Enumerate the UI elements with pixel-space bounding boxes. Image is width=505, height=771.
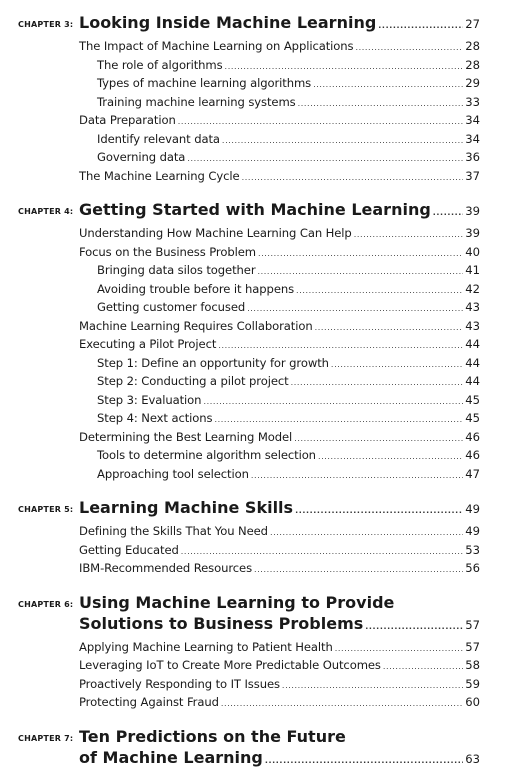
page-number: 63 bbox=[465, 751, 480, 766]
dot-leader bbox=[203, 393, 463, 411]
page-number: 42 bbox=[465, 281, 480, 296]
dot-leader bbox=[294, 430, 463, 448]
toc-entry[interactable] bbox=[79, 429, 480, 448]
entry-text: Getting customer focused bbox=[97, 300, 246, 314]
page-number: 49 bbox=[465, 524, 480, 538]
entry-text: The Machine Learning Cycle bbox=[79, 168, 240, 183]
chapter-section bbox=[0, 497, 505, 579]
chapter-body bbox=[79, 726, 480, 771]
dot-leader bbox=[291, 374, 464, 392]
page-number: 56 bbox=[465, 561, 480, 575]
entry-text: Getting Educated bbox=[79, 542, 179, 557]
entry-text: Avoiding trouble before it happens bbox=[97, 281, 295, 296]
page-number: 34 bbox=[465, 131, 480, 146]
toc-subentry[interactable] bbox=[79, 373, 480, 392]
page-number: 45 bbox=[465, 392, 480, 407]
dot-leader bbox=[331, 356, 463, 374]
toc-entry[interactable] bbox=[79, 336, 480, 355]
toc-entry[interactable] bbox=[79, 225, 480, 244]
page-number: 45 bbox=[465, 411, 480, 425]
chapter-title[interactable] bbox=[79, 726, 480, 747]
chapter-title[interactable] bbox=[79, 613, 480, 637]
toc-entry[interactable] bbox=[79, 560, 480, 579]
entry-text: Approaching tool selection bbox=[97, 466, 249, 481]
chapter-body bbox=[79, 12, 480, 186]
page-number: 57 bbox=[465, 639, 480, 654]
toc-subentry[interactable] bbox=[79, 447, 480, 466]
page-number: 34 bbox=[465, 113, 480, 127]
entry-text: Step 3: Evaluation bbox=[97, 392, 202, 407]
dot-leader bbox=[315, 319, 464, 337]
entry-text: Step 2: Conducting a pilot project bbox=[97, 374, 289, 388]
entry-text: IBM-Recommended Resources bbox=[79, 561, 253, 575]
entry-text: Training machine learning systems bbox=[97, 94, 296, 109]
chapter-title-text: Using Machine Learning to Provide bbox=[79, 592, 395, 612]
toc-entry[interactable] bbox=[79, 168, 480, 187]
chapter-label: CHAPTER 5: bbox=[18, 505, 74, 514]
chapter-title[interactable] bbox=[79, 12, 480, 36]
page-number: 57 bbox=[465, 617, 480, 632]
toc-subentry[interactable] bbox=[79, 466, 480, 485]
chapter-body bbox=[79, 592, 480, 713]
entry-text: Step 4: Next actions bbox=[97, 411, 213, 425]
toc-subentry[interactable] bbox=[79, 262, 480, 281]
page-number: 43 bbox=[465, 300, 480, 314]
entry-text: Proactively Responding to IT Issues bbox=[79, 676, 280, 691]
dot-leader bbox=[355, 39, 463, 57]
entry-text: Defining the Skills That You Need bbox=[79, 524, 268, 538]
page-number: 43 bbox=[465, 318, 480, 333]
toc-entry[interactable] bbox=[79, 112, 480, 131]
dot-leader bbox=[335, 640, 464, 658]
chapter-title-text: of Machine Learning bbox=[79, 747, 263, 767]
page-number: 59 bbox=[465, 676, 480, 691]
dot-leader bbox=[318, 448, 463, 466]
page-number: 53 bbox=[465, 542, 480, 557]
entry-text: The Impact of Machine Learning on Applications bbox=[79, 39, 354, 53]
entry-text: Step 1: Define an opportunity for growth bbox=[97, 355, 329, 370]
chapter-section bbox=[0, 592, 505, 713]
chapter-section bbox=[0, 199, 505, 484]
dot-leader bbox=[181, 543, 463, 561]
toc-subentry[interactable] bbox=[79, 299, 480, 318]
toc-subentry[interactable] bbox=[79, 355, 480, 374]
dot-leader bbox=[254, 561, 463, 579]
page-number: 39 bbox=[465, 204, 480, 218]
chapter-title[interactable] bbox=[79, 592, 480, 613]
page-number: 49 bbox=[465, 502, 480, 516]
chapter-title-text: Solutions to Business Problems bbox=[79, 613, 364, 633]
entry-text: Governing data bbox=[97, 150, 186, 164]
entry-text: Leveraging IoT to Create More Predictable Outcomes bbox=[79, 658, 381, 672]
page-number: 44 bbox=[465, 337, 480, 351]
entry-text: Protecting Against Fraud bbox=[79, 695, 219, 709]
chapter-title[interactable] bbox=[79, 199, 480, 223]
dot-leader bbox=[298, 95, 464, 113]
page-number: 27 bbox=[465, 17, 480, 31]
toc-entry[interactable] bbox=[79, 542, 480, 561]
dot-leader bbox=[214, 411, 463, 429]
page-number: 28 bbox=[465, 39, 480, 53]
chapter-label: CHAPTER 3: bbox=[18, 20, 74, 29]
page-number: 58 bbox=[465, 658, 480, 672]
page-number: 46 bbox=[465, 429, 480, 444]
entry-text: The role of algorithms bbox=[97, 57, 223, 72]
entry-text: Machine Learning Requires Collaboration bbox=[79, 318, 313, 333]
toc-subentry[interactable] bbox=[79, 392, 480, 411]
entry-text: Focus on the Business Problem bbox=[79, 244, 256, 259]
dot-leader bbox=[433, 202, 463, 223]
entry-text: Applying Machine Learning to Patient Health bbox=[79, 639, 333, 654]
chapter-title[interactable] bbox=[79, 747, 480, 771]
entry-text: Types of machine learning algorithms bbox=[97, 76, 312, 90]
dot-leader bbox=[247, 300, 463, 318]
dot-leader bbox=[295, 500, 463, 521]
dot-leader bbox=[258, 245, 463, 263]
dot-leader bbox=[354, 226, 464, 244]
chapter-label: CHAPTER 6: bbox=[18, 599, 74, 609]
dot-leader bbox=[282, 677, 463, 695]
chapter-section bbox=[0, 12, 505, 186]
page-number: 60 bbox=[465, 695, 480, 709]
entry-text: Bringing data silos together bbox=[97, 263, 256, 277]
toc-subentry[interactable] bbox=[79, 281, 480, 300]
chapter-title-text: Ten Predictions on the Future bbox=[79, 726, 346, 746]
entry-text: Determining the Best Learning Model bbox=[79, 429, 293, 444]
dot-leader bbox=[178, 113, 463, 131]
page-number: 46 bbox=[465, 448, 480, 462]
dot-leader bbox=[270, 524, 463, 542]
dot-leader bbox=[258, 263, 464, 281]
page-number: 44 bbox=[465, 355, 480, 370]
toc-subentry[interactable] bbox=[79, 131, 480, 150]
dot-leader bbox=[187, 150, 463, 168]
toc-subentry[interactable] bbox=[79, 149, 480, 168]
entry-text: Tools to determine algorithm selection bbox=[97, 448, 316, 462]
page-number: 41 bbox=[465, 263, 480, 277]
toc-subentry[interactable] bbox=[79, 75, 480, 94]
page-number: 33 bbox=[465, 94, 480, 109]
dot-leader bbox=[251, 467, 463, 485]
chapter-title-text: Learning Machine Skills bbox=[79, 498, 294, 517]
dot-leader bbox=[365, 616, 463, 637]
chapter-body bbox=[79, 199, 480, 484]
toc-entry[interactable] bbox=[79, 523, 480, 542]
chapter-title[interactable] bbox=[79, 497, 480, 521]
page-number: 47 bbox=[465, 466, 480, 481]
toc-entry[interactable] bbox=[79, 657, 480, 676]
chapter-label: CHAPTER 7: bbox=[18, 733, 74, 743]
toc-subentry[interactable] bbox=[79, 57, 480, 76]
chapter-title-text: Getting Started with Machine Learning bbox=[79, 200, 431, 219]
dot-leader bbox=[265, 750, 463, 771]
toc-entry[interactable] bbox=[79, 318, 480, 337]
toc-entry[interactable] bbox=[79, 244, 480, 263]
dot-leader bbox=[221, 695, 463, 713]
entry-text: Identify relevant data bbox=[97, 131, 220, 146]
page-number: 40 bbox=[465, 244, 480, 259]
page-number: 36 bbox=[465, 150, 480, 164]
toc-subentry[interactable] bbox=[79, 94, 480, 113]
toc-entry[interactable] bbox=[79, 694, 480, 713]
page-number: 29 bbox=[465, 76, 480, 90]
dot-leader bbox=[313, 76, 463, 94]
dot-leader bbox=[218, 337, 463, 355]
chapter-title-text: Looking Inside Machine Learning bbox=[79, 13, 377, 32]
dot-leader bbox=[296, 282, 463, 300]
page-number: 39 bbox=[465, 226, 480, 240]
toc-entry[interactable] bbox=[79, 38, 480, 57]
dot-leader bbox=[378, 15, 463, 36]
entry-text: Data Preparation bbox=[79, 113, 176, 127]
page-number: 44 bbox=[465, 374, 480, 388]
chapter-section bbox=[0, 726, 505, 771]
dot-leader bbox=[225, 58, 464, 76]
toc-subentry[interactable] bbox=[79, 410, 480, 429]
toc-entry[interactable] bbox=[79, 639, 480, 658]
entry-text: Understanding How Machine Learning Can Help bbox=[79, 226, 352, 240]
page-number: 28 bbox=[465, 57, 480, 72]
chapter-body bbox=[79, 497, 480, 579]
page-number: 37 bbox=[465, 168, 480, 183]
entry-text: Executing a Pilot Project bbox=[79, 337, 217, 351]
dot-leader bbox=[222, 132, 463, 150]
dot-leader bbox=[242, 169, 464, 187]
toc-entry[interactable] bbox=[79, 676, 480, 695]
chapter-label: CHAPTER 4: bbox=[18, 207, 74, 216]
dot-leader bbox=[383, 658, 463, 676]
